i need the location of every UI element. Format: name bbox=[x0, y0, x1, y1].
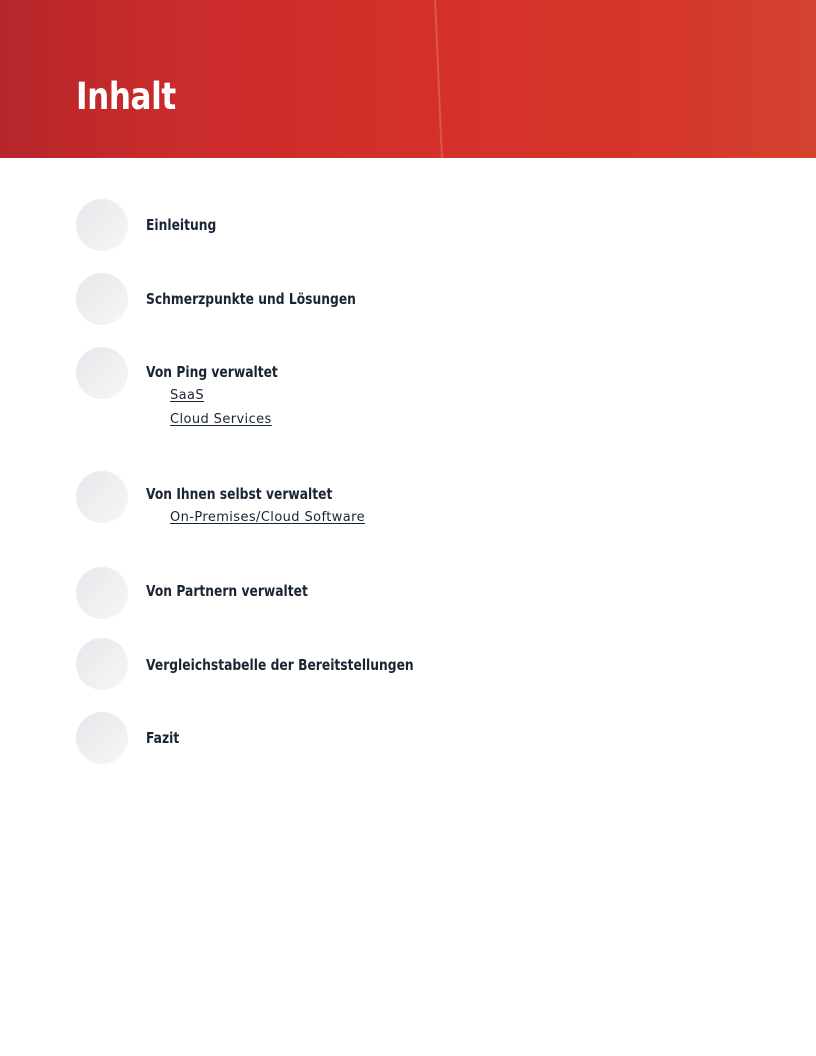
toc-subitem-link[interactable]: SaaS bbox=[170, 388, 205, 403]
header-seam-decoration bbox=[434, 0, 443, 158]
bullet-circle-icon bbox=[76, 638, 128, 690]
page-title: Inhalt bbox=[76, 75, 176, 118]
toc-item-title[interactable]: Von Ping verwaltet bbox=[146, 363, 278, 381]
bullet-circle-icon bbox=[76, 199, 128, 251]
toc-subitem-link[interactable]: Cloud Services bbox=[170, 412, 272, 427]
header-banner bbox=[0, 0, 816, 158]
bullet-circle-icon bbox=[76, 273, 128, 325]
toc-item-title[interactable]: Fazit bbox=[146, 729, 180, 747]
toc-item-title[interactable]: Vergleichstabelle der Bereitstellungen bbox=[146, 656, 414, 674]
toc-item-title[interactable]: Einleitung bbox=[146, 216, 217, 234]
bullet-circle-icon bbox=[76, 567, 128, 619]
bullet-circle-icon bbox=[76, 347, 128, 399]
toc-item-title[interactable]: Von Partnern verwaltet bbox=[146, 582, 308, 600]
bullet-circle-icon bbox=[76, 471, 128, 523]
toc-item-title[interactable]: Von Ihnen selbst verwaltet bbox=[146, 485, 333, 503]
bullet-circle-icon bbox=[76, 712, 128, 764]
toc-subitem-link[interactable]: On-Premises/Cloud Software bbox=[170, 510, 366, 525]
toc-item-title[interactable]: Schmerzpunkte und Lösungen bbox=[146, 290, 356, 308]
